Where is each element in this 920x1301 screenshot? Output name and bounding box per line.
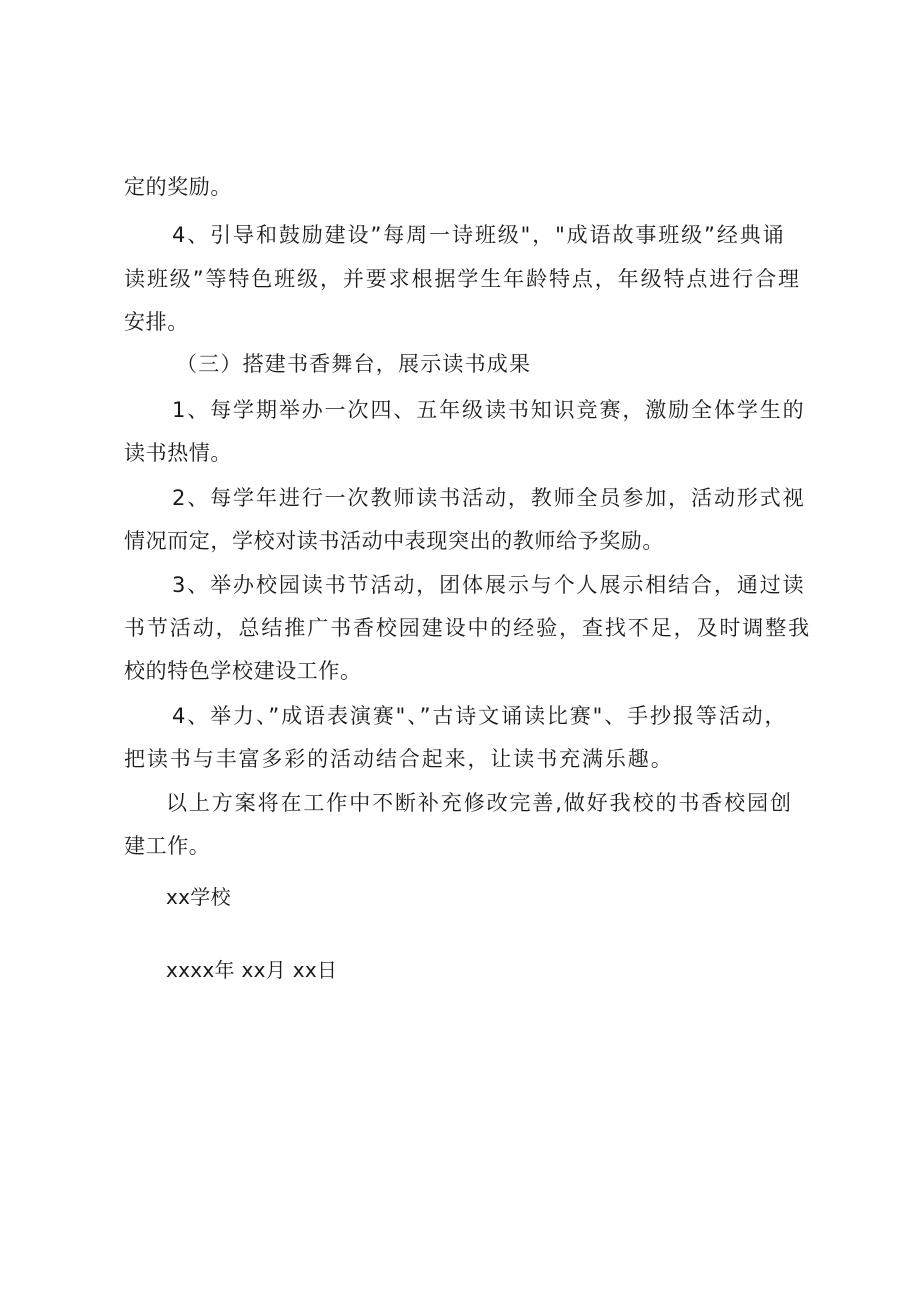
paragraph-line: 3、举办校园读书节活动，团体展示与个人展示相结合，通过读	[172, 573, 806, 597]
paragraph-line: 建工作。	[124, 834, 211, 858]
paragraph-line: 2、每学年进行一次教师读书活动，教师全员参加，活动形式视	[172, 486, 806, 510]
paragraph-line: 定的奖励。	[124, 175, 232, 199]
signature-date: xxxx年 xx月 xx日	[166, 958, 338, 982]
paragraph-line: 书节活动，总结推广书香校园建设中的经验，查找不足，及时调整我	[124, 616, 811, 640]
paragraph-line: 1、每学期举办一次四、五年级读书知识竞赛，激励全体学生的	[172, 398, 806, 422]
section-heading: （三）搭建书香舞台，展示读书成果	[176, 352, 532, 376]
paragraph-line: 以上方案将在工作中不断补充修改完善,做好我校的书香校园创	[166, 791, 793, 815]
paragraph-line: 读书热情。	[124, 441, 232, 465]
paragraph-line: 4、举力、”成语表演赛"、”古诗文诵读比赛"、手抄报等活动，	[172, 704, 788, 728]
paragraph-line: 4、引导和鼓励建设”每周一诗班级"，"成语故事班级”经典诵	[172, 223, 786, 247]
signature-school: xx学校	[166, 885, 231, 909]
paragraph-line: 安排。	[124, 310, 189, 334]
paragraph-line: 把读书与丰富多彩的活动结合起来，让读书充满乐趣。	[124, 747, 674, 771]
paragraph-line: 读班级”等特色班级，并要求根据学生年龄特点，年级特点进行合理	[124, 267, 801, 291]
paragraph-line: 校的特色学校建设工作。	[124, 659, 362, 683]
paragraph-line: 情况而定，学校对读书活动中表现突出的教师给予奖励。	[124, 529, 664, 553]
